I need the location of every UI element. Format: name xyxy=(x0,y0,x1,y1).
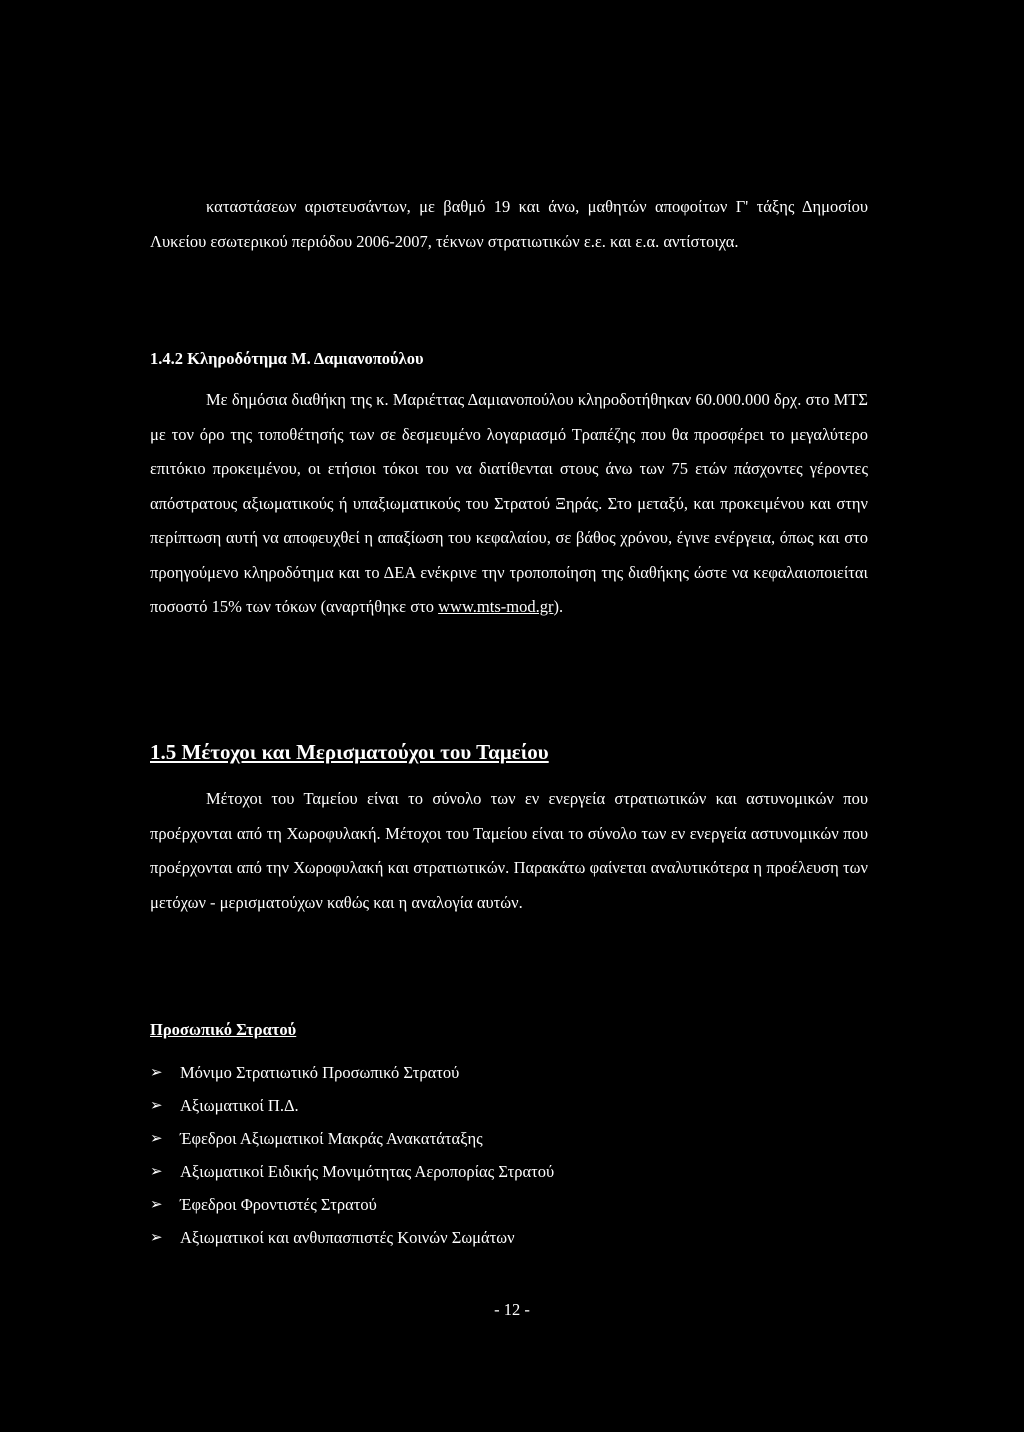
arrow-bullet-icon: ➢ xyxy=(150,1096,163,1114)
section-1-4-2-heading: 1.4.2 Κληροδότημα Μ. Δαμιανοπούλου xyxy=(150,349,424,368)
list-item-label: Αξιωματικοί Ειδικής Μονιμότητας Αεροπορίας Στρατού xyxy=(180,1162,555,1181)
website-link[interactable]: www.mts-mod.gr xyxy=(438,597,554,616)
list-item-label: Αξιωματικοί και ανθυπασπιστές Κοινών Σωμάτων xyxy=(180,1228,515,1247)
list-item xyxy=(150,1056,554,1089)
intro-text: καταστάσεων αριστευσάντων, με βαθμό 19 και άνω, μαθητών αποφοίτων Γ' τάξης Δημοσίου Λυκείου εσωτερικού περιόδου 2006-2007, τέκνων στρατιωτικών ε.ε. και ε.α. αντίστοιχα. xyxy=(150,197,868,251)
arrow-bullet-icon: ➢ xyxy=(150,1162,163,1180)
arrow-bullet-icon: ➢ xyxy=(150,1228,163,1246)
section-1-5-text: Μέτοχοι του Ταμείου είναι το σύνολο των εν ενεργεία στρατιωτικών και αστυνομικών που προέρχονται από τη Χωροφυλακή. Μέτοχοι του Ταμείου είναι το σύνολο των εν ενεργεία αστυνομικών που προέρχονται από την Χωροφυλακή και στρατιωτικών. Παρακάτω φαίνεται αναλυτικότερα η προέλευση των μετόχων - μερισματούχων καθώς και η αναλογία αυτών. xyxy=(150,789,868,912)
page-number: - 12 - xyxy=(494,1300,530,1319)
list-item xyxy=(150,1089,554,1122)
arrow-bullet-icon: ➢ xyxy=(150,1195,163,1213)
list-item xyxy=(150,1122,554,1155)
list-item-label: Αξιωματικοί Π.Δ. xyxy=(180,1096,299,1115)
list-item-label: Έφεδροι Αξιωματικοί Μακράς Ανακατάταξης xyxy=(180,1129,483,1148)
list-item xyxy=(150,1188,554,1221)
arrow-bullet-icon: ➢ xyxy=(150,1129,163,1147)
section-1-5-heading: 1.5 Μέτοχοι και Μερισματούχοι του Ταμείου xyxy=(150,740,549,764)
personnel-list xyxy=(150,1056,554,1254)
list-item-label: Έφεδροι Φροντιστές Στρατού xyxy=(180,1195,377,1214)
section-1-5-paragraph xyxy=(150,782,868,920)
list-item xyxy=(150,1221,554,1254)
section-1-4-2-text-end: ). xyxy=(553,597,564,616)
section-1-4-2-paragraph xyxy=(150,383,868,625)
intro-paragraph xyxy=(150,190,868,259)
list-item xyxy=(150,1155,554,1188)
section-1-4-2-text: Με δημόσια διαθήκη της κ. Μαριέττας Δαμιανοπούλου κληροδοτήθηκαν 60.000.000 δρχ. στο ΜΤΣ με τον όρο της τοποθέτησής των σε δεσμευμένο λογαριασμό Τραπέζης που θα προσφέρει το μεγαλύτερο επιτόκιο προκειμένου, οι ετήσιοι τόκοι του να διατίθενται στους άνω των 75 ετών πάσχοντες γέροντες απόστρατους αξιωματικούς ή υπαξιωματικούς του Στρατού Ξηράς. Στο μεταξύ, και προκειμένου και στην περίπτωση αυτή να αποφευχθεί η απαξίωση του κεφαλαίου, σε βάθος χρόνου, έγινε ενέργεια, όπως και στο προηγούμενο κληροδότημα και το ΔΕΑ ενέκρινε την τροποποίηση της διαθήκης ώστε να κεφαλαιοποιείται ποσοστό 15% των τόκων (αναρτήθηκε στο xyxy=(150,390,868,616)
list-item-label: Μόνιμο Στρατιωτικό Προσωπικό Στρατού xyxy=(180,1063,460,1082)
personnel-heading: Προσωπικό Στρατού xyxy=(150,1020,297,1039)
arrow-bullet-icon: ➢ xyxy=(150,1063,163,1081)
